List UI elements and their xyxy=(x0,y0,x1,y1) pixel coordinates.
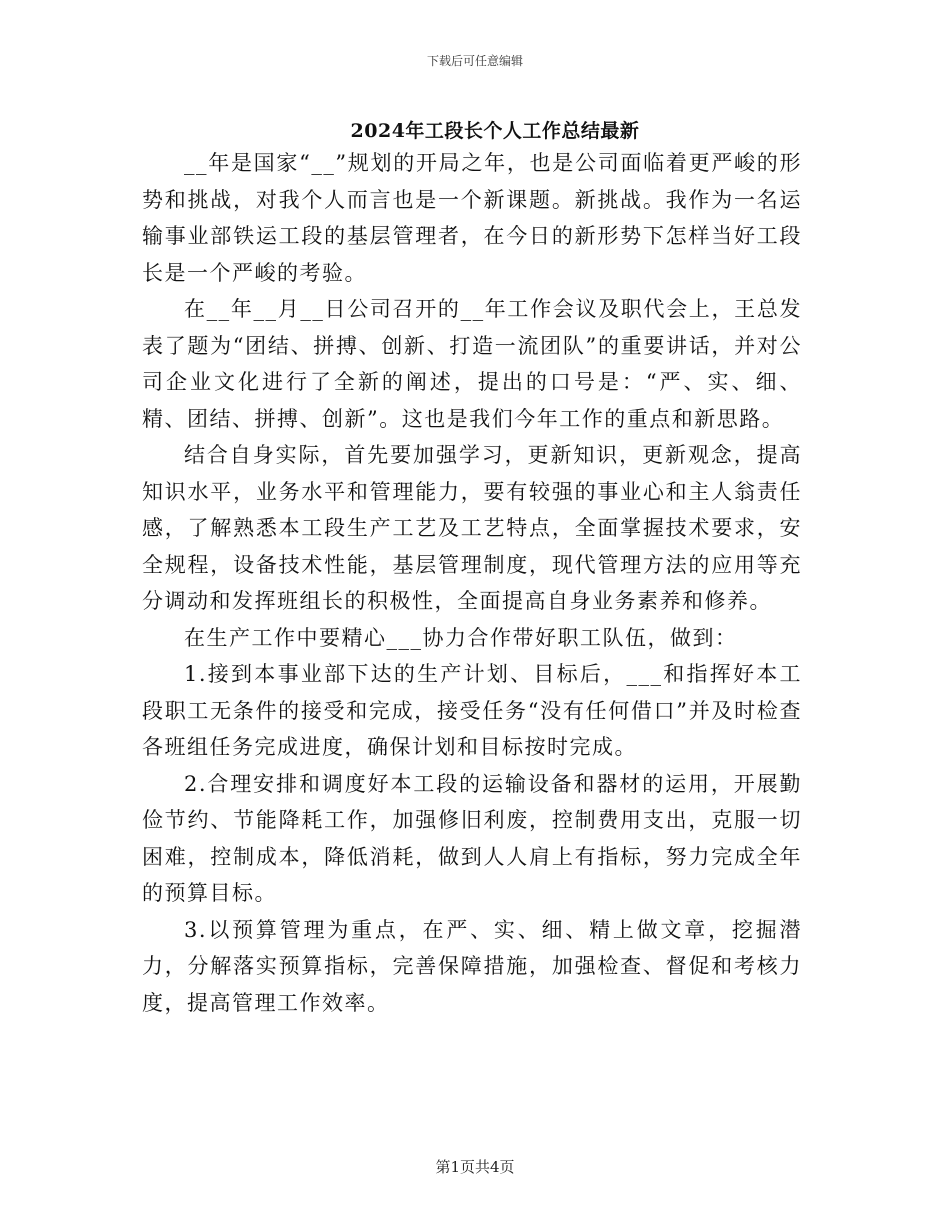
document-title: 2024年工段长个人工作总结最新 xyxy=(350,120,640,142)
document-body xyxy=(142,145,802,1021)
paragraph: 在生产工作中要精心___协力合作带好职工队伍，做到： xyxy=(184,625,738,650)
paragraph: 2.合理安排和调度好本工段的运输设备和器材的运用，开展勤俭节约、节能降耗工作，加强修旧利废，控制费用支出，克服一切困难，控制成本，降低消耗，做到人人肩上有指标，努力完成全年的预算目标。 xyxy=(142,771,802,905)
header-note: 下载后可任意编辑 xyxy=(426,54,523,68)
page-indicator: 第1页共4页 xyxy=(435,1158,515,1176)
paragraph: 1.接到本事业部下达的生产计划、目标后，___和指挥好本工段职工无条件的接受和完成，接受任务“没有任何借口”并及时检查各班组任务完成进度，确保计划和目标按时完成。 xyxy=(142,662,802,759)
paragraph: 结合自身实际，首先要加强学习，更新知识，更新观念，提高知识水平，业务水平和管理能力，要有较强的事业心和主人翁责任感，了解熟悉本工段生产工艺及工艺特点，全面掌握技术要求，安全规程，设备技术性能，基层管理制度，现代管理方法的应用等充分调动和发挥班组长的积极性，全面提高自身业务素养和修养。 xyxy=(142,443,802,613)
paragraph: __年是国家“__”规划的开局之年，也是公司面临着更严峻的形势和挑战，对我个人而言也是一个新课题。新挑战。我作为一名运输事业部铁运工段的基层管理者，在今日的新形势下怎样当好工段长是一个严峻的考验。 xyxy=(142,151,802,285)
paragraph: 在__年__月__日公司召开的__年工作会议及职代会上，王总发表了题为“团结、拼搏、创新、打造一流团队”的重要讲话，并对公司企业文化进行了全新的阐述，提出的口号是：“严、实、细、精、团结、拼搏、创新”。这也是我们今年工作的重点和新思路。 xyxy=(142,297,802,431)
paragraph: 3.以预算管理为重点，在严、实、细、精上做文章，挖掘潜力，分解落实预算指标，完善保障措施，加强检查、督促和考核力度，提高管理工作效率。 xyxy=(142,917,802,1015)
